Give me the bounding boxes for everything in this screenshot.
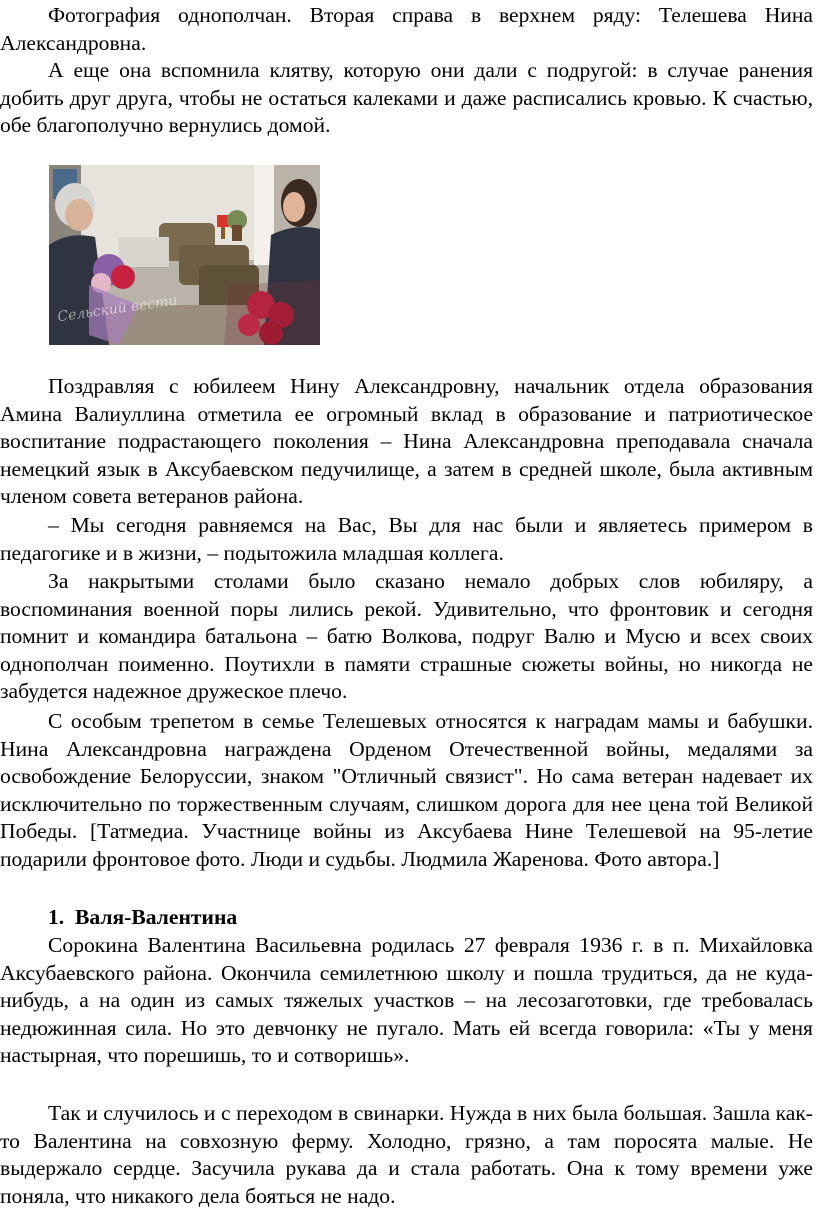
section-heading bbox=[48, 904, 237, 932]
section-title: Валя-Валентина bbox=[75, 905, 238, 929]
paragraph-colleague-quote: – Мы сегодня равняемся на Вас, Вы для нас были и являетесь примером в педагогике и в жизни, – подытожила младшая коллега. bbox=[0, 513, 813, 565]
paragraph-memories: За накрытыми столами было сказано немало добрых слов юбиляру, а воспоминания военной поры лились рекой. Удивительно, что фронтовик и сегодня помнит и командира батальона – батю Волкова, подруг Валю и Мусю и всех своих однополчан поименно. Поутихли в памяти страшные сюжеты войны, но никогда не забудется надежное дружеское плечо. bbox=[0, 569, 813, 703]
photo-watermark: Сельский вести bbox=[56, 292, 179, 326]
paragraph-congratulations: Поздравляя с юбилеем Нину Александровну, начальник отдела образования Амина Валиуллина отметила ее огромный вклад в образование и патриотическое воспитание подрастающего поколения – Нина Александровна преподавала сначала немецкий язык в Аксубаевском педучилище, а затем в средней школе, была активным членом совета ветеранов района. bbox=[0, 374, 813, 508]
paragraph-photo-caption: Фотография однополчан. Вторая справа в верхнем ряду: Телешева Нина Александровна. bbox=[0, 3, 813, 55]
section-number: 1. bbox=[48, 905, 65, 929]
paragraph-oath: А еще она вспомнила клятву, которую они дали с подругой: в случае ранения добить друг друга, чтобы не остаться калеками и даже расписались кровью. К счастью, обе благополучно вернулись домой. bbox=[0, 58, 813, 137]
paragraph-awards: С особым трепетом в семье Телешевых относятся к наградам мамы и бабушки. Нина Александровна награждена Орденом Отечественной войны, медалями за освобождение Белоруссии, знаком "Отличный связист". Но сама ветеран надевает их исключительно по торжественным случаям, слишком дорога для нее цена той Великой Победы. [Татмедиа. Участнице войны из Аксубаева Нине Телешевой на 95-летие подарили фронтовое фото. Люди и судьбы. Людмила Жаренова. Фото автора.] bbox=[0, 709, 813, 871]
paragraph-pig-farm: Так и случилось и с переходом в свинарки. Нужда в них была большая. Зашла как-то Валентина на совхозную ферму. Холодно, грязно, а там поросята малые. Не выдержало сердце. Засучила рукава да и стала работать. Она к тому времени уже поняла, что никакого дела бояться не надо. bbox=[0, 1101, 813, 1208]
photo-jubilee-greeting bbox=[49, 165, 320, 345]
paragraph-sorokina-bio: Сорокина Валентина Васильевна родилась 27 февраля 1936 г. в п. Михайловка Аксубаевского района. Окончила семилетнюю школу и пошла трудиться, да не куда-нибудь, а на один из самых тяжелых участков – на лесозаготовки, где требовалась недюжинная сила. Но это девчонку не пугало. Мать ей всегда говорила: «Ты у меня настырная, что порешишь, то и сотворишь». bbox=[0, 933, 813, 1067]
